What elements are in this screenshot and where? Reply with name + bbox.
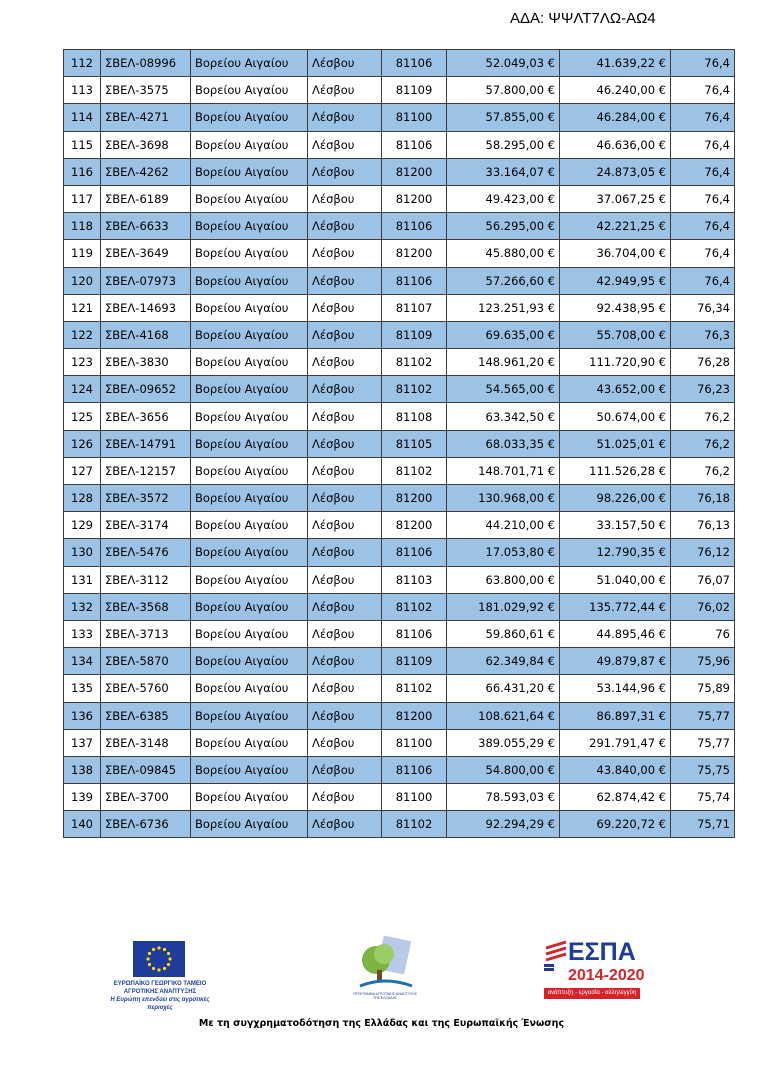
region-cell: Βορείου Αιγαίου	[191, 620, 308, 647]
budget-amount-cell: 52.049,03 €	[447, 50, 560, 77]
score-cell: 76,4	[671, 213, 735, 240]
postal-code-cell: 81107	[382, 294, 447, 321]
row-number-cell: 125	[64, 403, 101, 430]
score-cell: 76,2	[671, 430, 735, 457]
espa-tagline: ανάπτυξη - εργασία - αλληλεγγύη	[544, 988, 640, 999]
budget-amount-cell: 54.800,00 €	[447, 756, 560, 783]
postal-code-cell: 81106	[382, 131, 447, 158]
table-row	[64, 77, 735, 104]
public-expenditure-cell: 53.144,96 €	[560, 675, 671, 702]
row-number-cell: 113	[64, 77, 101, 104]
table-row	[64, 294, 735, 321]
row-number-cell: 129	[64, 512, 101, 539]
row-number-cell: 132	[64, 593, 101, 620]
table-row	[64, 702, 735, 729]
prefecture-cell: Λέσβου	[308, 158, 382, 185]
application-code-cell: ΣΒΕΛ-6633	[101, 213, 191, 240]
application-code-cell: ΣΒΕΛ-3656	[101, 403, 191, 430]
table-row	[64, 784, 735, 811]
budget-amount-cell: 58.295,00 €	[447, 131, 560, 158]
table-row	[64, 648, 735, 675]
score-cell: 75,74	[671, 784, 735, 811]
score-cell: 76,12	[671, 539, 735, 566]
application-code-cell: ΣΒΕΛ-3713	[101, 620, 191, 647]
region-cell: Βορείου Αιγαίου	[191, 485, 308, 512]
application-code-cell: ΣΒΕΛ-5760	[101, 675, 191, 702]
eu-caption-line2: Η Ευρώπη επενδύει στις αγροτικές περιοχές	[110, 997, 210, 1011]
application-code-cell: ΣΒΕΛ-6189	[101, 185, 191, 212]
prefecture-cell: Λέσβου	[308, 702, 382, 729]
prefecture-cell: Λέσβου	[308, 294, 382, 321]
postal-code-cell: 81102	[382, 811, 447, 838]
region-cell: Βορείου Αιγαίου	[191, 185, 308, 212]
prefecture-cell: Λέσβου	[308, 648, 382, 675]
application-code-cell: ΣΒΕΛ-5476	[101, 539, 191, 566]
prefecture-cell: Λέσβου	[308, 213, 382, 240]
score-cell: 75,77	[671, 702, 735, 729]
public-expenditure-cell: 50.674,00 €	[560, 403, 671, 430]
public-expenditure-cell: 291.791,47 €	[560, 729, 671, 756]
postal-code-cell: 81109	[382, 321, 447, 348]
prefecture-cell: Λέσβου	[308, 349, 382, 376]
budget-amount-cell: 63.342,50 €	[447, 403, 560, 430]
budget-amount-cell: 108.621,64 €	[447, 702, 560, 729]
score-cell: 76,13	[671, 512, 735, 539]
prefecture-cell: Λέσβου	[308, 403, 382, 430]
eu-caption-line1: ΕΥΡΩΠΑΪΚΟ ΓΕΩΡΓΙΚΟ ΤΑΜΕΙΟ ΑΓΡΟΤΙΚΗΣ ΑΝΑΠΤΥΞΗΣ	[113, 981, 207, 995]
row-number-cell: 126	[64, 430, 101, 457]
budget-amount-cell: 33.164,07 €	[447, 158, 560, 185]
table-row	[64, 729, 735, 756]
row-number-cell: 138	[64, 756, 101, 783]
eu-eafrd-logo	[100, 936, 260, 1011]
public-expenditure-cell: 37.067,25 €	[560, 185, 671, 212]
rural-program-logo	[350, 936, 420, 1008]
score-cell: 75,71	[671, 811, 735, 838]
budget-amount-cell: 130.968,00 €	[447, 485, 560, 512]
budget-amount-cell: 54.565,00 €	[447, 376, 560, 403]
score-cell: 76,02	[671, 593, 735, 620]
prefecture-cell: Λέσβου	[308, 811, 382, 838]
row-number-cell: 117	[64, 185, 101, 212]
postal-code-cell: 81102	[382, 376, 447, 403]
region-cell: Βορείου Αιγαίου	[191, 349, 308, 376]
application-code-cell: ΣΒΕΛ-09845	[101, 756, 191, 783]
budget-amount-cell: 389.055,29 €	[447, 729, 560, 756]
application-code-cell: ΣΒΕΛ-4271	[101, 104, 191, 131]
budget-amount-cell: 63.800,00 €	[447, 566, 560, 593]
row-number-cell: 131	[64, 566, 101, 593]
row-number-cell: 116	[64, 158, 101, 185]
application-code-cell: ΣΒΕΛ-6385	[101, 702, 191, 729]
espa-logo-icon	[542, 940, 568, 974]
postal-code-cell: 81106	[382, 756, 447, 783]
public-expenditure-cell: 42.221,25 €	[560, 213, 671, 240]
score-cell: 76,23	[671, 376, 735, 403]
prefecture-cell: Λέσβου	[308, 729, 382, 756]
row-number-cell: 122	[64, 321, 101, 348]
table-row	[64, 593, 735, 620]
prefecture-cell: Λέσβου	[308, 756, 382, 783]
public-expenditure-cell: 62.874,42 €	[560, 784, 671, 811]
score-cell: 76,4	[671, 77, 735, 104]
row-number-cell: 114	[64, 104, 101, 131]
postal-code-cell: 81108	[382, 403, 447, 430]
row-number-cell: 139	[64, 784, 101, 811]
application-code-cell: ΣΒΕΛ-09652	[101, 376, 191, 403]
budget-amount-cell: 69.635,00 €	[447, 321, 560, 348]
score-cell: 76,4	[671, 185, 735, 212]
score-cell: 76,4	[671, 240, 735, 267]
table-row	[64, 811, 735, 838]
public-expenditure-cell: 111.526,28 €	[560, 457, 671, 484]
postal-code-cell: 81102	[382, 349, 447, 376]
row-number-cell: 134	[64, 648, 101, 675]
postal-code-cell: 81200	[382, 185, 447, 212]
rural-development-program-icon	[350, 936, 420, 992]
row-number-cell: 137	[64, 729, 101, 756]
budget-amount-cell: 49.423,00 €	[447, 185, 560, 212]
row-number-cell: 118	[64, 213, 101, 240]
eu-flag-icon	[133, 941, 185, 977]
row-number-cell: 128	[64, 485, 101, 512]
application-code-cell: ΣΒΕΛ-3112	[101, 566, 191, 593]
score-cell: 76,18	[671, 485, 735, 512]
application-code-cell: ΣΒΕΛ-14791	[101, 430, 191, 457]
budget-amount-cell: 59.860,61 €	[447, 620, 560, 647]
budget-amount-cell: 56.295,00 €	[447, 213, 560, 240]
public-expenditure-cell: 12.790,35 €	[560, 539, 671, 566]
score-cell: 75,77	[671, 729, 735, 756]
prefecture-cell: Λέσβου	[308, 539, 382, 566]
application-code-cell: ΣΒΕΛ-14693	[101, 294, 191, 321]
public-expenditure-cell: 44.895,46 €	[560, 620, 671, 647]
postal-code-cell: 81109	[382, 648, 447, 675]
row-number-cell: 130	[64, 539, 101, 566]
row-number-cell: 124	[64, 376, 101, 403]
table-row	[64, 185, 735, 212]
table-row	[64, 566, 735, 593]
table-row	[64, 756, 735, 783]
score-cell: 76	[671, 620, 735, 647]
prefecture-cell: Λέσβου	[308, 77, 382, 104]
score-cell: 76,2	[671, 403, 735, 430]
score-cell: 75,96	[671, 648, 735, 675]
postal-code-cell: 81200	[382, 158, 447, 185]
budget-amount-cell: 45.880,00 €	[447, 240, 560, 267]
postal-code-cell: 81106	[382, 620, 447, 647]
score-cell: 76,4	[671, 50, 735, 77]
public-expenditure-cell: 24.873,05 €	[560, 158, 671, 185]
row-number-cell: 140	[64, 811, 101, 838]
table-row	[64, 321, 735, 348]
prefecture-cell: Λέσβου	[308, 240, 382, 267]
budget-amount-cell: 44.210,00 €	[447, 512, 560, 539]
application-code-cell: ΣΒΕΛ-3575	[101, 77, 191, 104]
region-cell: Βορείου Αιγαίου	[191, 403, 308, 430]
prefecture-cell: Λέσβου	[308, 50, 382, 77]
postal-code-cell: 81106	[382, 213, 447, 240]
prefecture-cell: Λέσβου	[308, 185, 382, 212]
region-cell: Βορείου Αιγαίου	[191, 702, 308, 729]
public-expenditure-cell: 135.772,44 €	[560, 593, 671, 620]
table-row	[64, 158, 735, 185]
public-expenditure-cell: 42.949,95 €	[560, 267, 671, 294]
postal-code-cell: 81106	[382, 539, 447, 566]
budget-amount-cell: 148.961,20 €	[447, 349, 560, 376]
region-cell: Βορείου Αιγαίου	[191, 321, 308, 348]
results-table	[63, 49, 735, 838]
row-number-cell: 136	[64, 702, 101, 729]
score-cell: 76,4	[671, 267, 735, 294]
prefecture-cell: Λέσβου	[308, 104, 382, 131]
prefecture-cell: Λέσβου	[308, 131, 382, 158]
public-expenditure-cell: 111.720,90 €	[560, 349, 671, 376]
score-cell: 76,07	[671, 566, 735, 593]
budget-amount-cell: 57.266,60 €	[447, 267, 560, 294]
region-cell: Βορείου Αιγαίου	[191, 648, 308, 675]
prefecture-cell: Λέσβου	[308, 620, 382, 647]
row-number-cell: 120	[64, 267, 101, 294]
cofunding-statement: Με τη συγχρηματοδότηση της Ελλάδας και της Ευρωπαϊκής Ένωσης	[198, 1018, 565, 1029]
region-cell: Βορείου Αιγαίου	[191, 512, 308, 539]
public-expenditure-cell: 46.240,00 €	[560, 77, 671, 104]
postal-code-cell: 81106	[382, 267, 447, 294]
application-code-cell: ΣΒΕΛ-5870	[101, 648, 191, 675]
score-cell: 75,75	[671, 756, 735, 783]
postal-code-cell: 81102	[382, 593, 447, 620]
prefecture-cell: Λέσβου	[308, 321, 382, 348]
score-cell: 76,34	[671, 294, 735, 321]
postal-code-cell: 81100	[382, 104, 447, 131]
application-code-cell: ΣΒΕΛ-3649	[101, 240, 191, 267]
prefecture-cell: Λέσβου	[308, 784, 382, 811]
row-number-cell: 119	[64, 240, 101, 267]
public-expenditure-cell: 43.652,00 €	[560, 376, 671, 403]
budget-amount-cell: 62.349,84 €	[447, 648, 560, 675]
row-number-cell: 112	[64, 50, 101, 77]
score-cell: 76,28	[671, 349, 735, 376]
application-code-cell: ΣΒΕΛ-3698	[101, 131, 191, 158]
public-expenditure-cell: 46.636,00 €	[560, 131, 671, 158]
espa-years: 2014-2020	[568, 967, 645, 984]
row-number-cell: 133	[64, 620, 101, 647]
prefecture-cell: Λέσβου	[308, 267, 382, 294]
row-number-cell: 123	[64, 349, 101, 376]
budget-amount-cell: 57.800,00 €	[447, 77, 560, 104]
postal-code-cell: 81200	[382, 512, 447, 539]
score-cell: 76,4	[671, 131, 735, 158]
region-cell: Βορείου Αιγαίου	[191, 77, 308, 104]
postal-code-cell: 81200	[382, 240, 447, 267]
public-expenditure-cell: 98.226,00 €	[560, 485, 671, 512]
table-row	[64, 675, 735, 702]
table-row	[64, 539, 735, 566]
postal-code-cell: 81102	[382, 457, 447, 484]
ada-code: ΑΔΑ: ΨΨΛΤ7ΛΩ-ΑΩ4	[510, 10, 656, 27]
prefecture-cell: Λέσβου	[308, 376, 382, 403]
espa-logo	[540, 936, 650, 1006]
region-cell: Βορείου Αιγαίου	[191, 539, 308, 566]
table-row	[64, 457, 735, 484]
postal-code-cell: 81109	[382, 77, 447, 104]
public-expenditure-cell: 46.284,00 €	[560, 104, 671, 131]
prefecture-cell: Λέσβου	[308, 566, 382, 593]
postal-code-cell: 81105	[382, 430, 447, 457]
table-row	[64, 403, 735, 430]
postal-code-cell: 81106	[382, 50, 447, 77]
application-code-cell: ΣΒΕΛ-3148	[101, 729, 191, 756]
public-expenditure-cell: 43.840,00 €	[560, 756, 671, 783]
postal-code-cell: 81100	[382, 784, 447, 811]
row-number-cell: 121	[64, 294, 101, 321]
prefecture-cell: Λέσβου	[308, 593, 382, 620]
public-expenditure-cell: 49.879,87 €	[560, 648, 671, 675]
region-cell: Βορείου Αιγαίου	[191, 240, 308, 267]
public-expenditure-cell: 92.438,95 €	[560, 294, 671, 321]
public-expenditure-cell: 36.704,00 €	[560, 240, 671, 267]
postal-code-cell: 81100	[382, 729, 447, 756]
row-number-cell: 135	[64, 675, 101, 702]
row-number-cell: 115	[64, 131, 101, 158]
region-cell: Βορείου Αιγαίου	[191, 158, 308, 185]
region-cell: Βορείου Αιγαίου	[191, 376, 308, 403]
budget-amount-cell: 148.701,71 €	[447, 457, 560, 484]
prefecture-cell: Λέσβου	[308, 675, 382, 702]
budget-amount-cell: 68.033,35 €	[447, 430, 560, 457]
public-expenditure-cell: 69.220,72 €	[560, 811, 671, 838]
region-cell: Βορείου Αιγαίου	[191, 566, 308, 593]
public-expenditure-cell: 51.025,01 €	[560, 430, 671, 457]
table-row	[64, 267, 735, 294]
score-cell: 75,89	[671, 675, 735, 702]
application-code-cell: ΣΒΕΛ-3700	[101, 784, 191, 811]
public-expenditure-cell: 86.897,31 €	[560, 702, 671, 729]
region-cell: Βορείου Αιγαίου	[191, 294, 308, 321]
prefecture-cell: Λέσβου	[308, 485, 382, 512]
application-code-cell: ΣΒΕΛ-6736	[101, 811, 191, 838]
table-row	[64, 376, 735, 403]
program-caption: ΠΡΟΓΡΑΜΜΑ ΑΓΡΟΤΙΚΗΣ ΑΝΑΠΤΥΞΗΣ ΤΗΣ ΕΛΛΑΔΑΣ	[352, 992, 418, 1000]
region-cell: Βορείου Αιγαίου	[191, 104, 308, 131]
budget-amount-cell: 17.053,80 €	[447, 539, 560, 566]
prefecture-cell: Λέσβου	[308, 457, 382, 484]
region-cell: Βορείου Αιγαίου	[191, 50, 308, 77]
budget-amount-cell: 78.593,03 €	[447, 784, 560, 811]
score-cell: 76,2	[671, 457, 735, 484]
table-row	[64, 131, 735, 158]
score-cell: 76,3	[671, 321, 735, 348]
region-cell: Βορείου Αιγαίου	[191, 457, 308, 484]
application-code-cell: ΣΒΕΛ-07973	[101, 267, 191, 294]
region-cell: Βορείου Αιγαίου	[191, 675, 308, 702]
table-row	[64, 50, 735, 77]
public-expenditure-cell: 51.040,00 €	[560, 566, 671, 593]
region-cell: Βορείου Αιγαίου	[191, 267, 308, 294]
application-code-cell: ΣΒΕΛ-3572	[101, 485, 191, 512]
postal-code-cell: 81102	[382, 675, 447, 702]
postal-code-cell: 81200	[382, 485, 447, 512]
application-code-cell: ΣΒΕΛ-4168	[101, 321, 191, 348]
budget-amount-cell: 92.294,29 €	[447, 811, 560, 838]
region-cell: Βορείου Αιγαίου	[191, 756, 308, 783]
row-number-cell: 127	[64, 457, 101, 484]
table-row	[64, 213, 735, 240]
score-cell: 76,4	[671, 104, 735, 131]
region-cell: Βορείου Αιγαίου	[191, 784, 308, 811]
application-code-cell: ΣΒΕΛ-4262	[101, 158, 191, 185]
budget-amount-cell: 181.029,92 €	[447, 593, 560, 620]
public-expenditure-cell: 55.708,00 €	[560, 321, 671, 348]
score-cell: 76,4	[671, 158, 735, 185]
public-expenditure-cell: 41.639,22 €	[560, 50, 671, 77]
prefecture-cell: Λέσβου	[308, 512, 382, 539]
footer-logos	[0, 936, 763, 1011]
region-cell: Βορείου Αιγαίου	[191, 213, 308, 240]
prefecture-cell: Λέσβου	[308, 430, 382, 457]
postal-code-cell: 81200	[382, 702, 447, 729]
region-cell: Βορείου Αιγαίου	[191, 430, 308, 457]
application-code-cell: ΣΒΕΛ-3174	[101, 512, 191, 539]
table-row	[64, 349, 735, 376]
public-expenditure-cell: 33.157,50 €	[560, 512, 671, 539]
application-code-cell: ΣΒΕΛ-3830	[101, 349, 191, 376]
application-code-cell: ΣΒΕΛ-08996	[101, 50, 191, 77]
region-cell: Βορείου Αιγαίου	[191, 131, 308, 158]
region-cell: Βορείου Αιγαίου	[191, 729, 308, 756]
postal-code-cell: 81103	[382, 566, 447, 593]
table-row	[64, 104, 735, 131]
application-code-cell: ΣΒΕΛ-3568	[101, 593, 191, 620]
table-row	[64, 512, 735, 539]
table-row	[64, 485, 735, 512]
budget-amount-cell: 66.431,20 €	[447, 675, 560, 702]
budget-amount-cell: 123.251,93 €	[447, 294, 560, 321]
region-cell: Βορείου Αιγαίου	[191, 593, 308, 620]
table-row	[64, 430, 735, 457]
table-row	[64, 240, 735, 267]
budget-amount-cell: 57.855,00 €	[447, 104, 560, 131]
espa-word: ΕΣΠΑ	[568, 938, 636, 966]
table-row	[64, 620, 735, 647]
application-code-cell: ΣΒΕΛ-12157	[101, 457, 191, 484]
region-cell: Βορείου Αιγαίου	[191, 811, 308, 838]
